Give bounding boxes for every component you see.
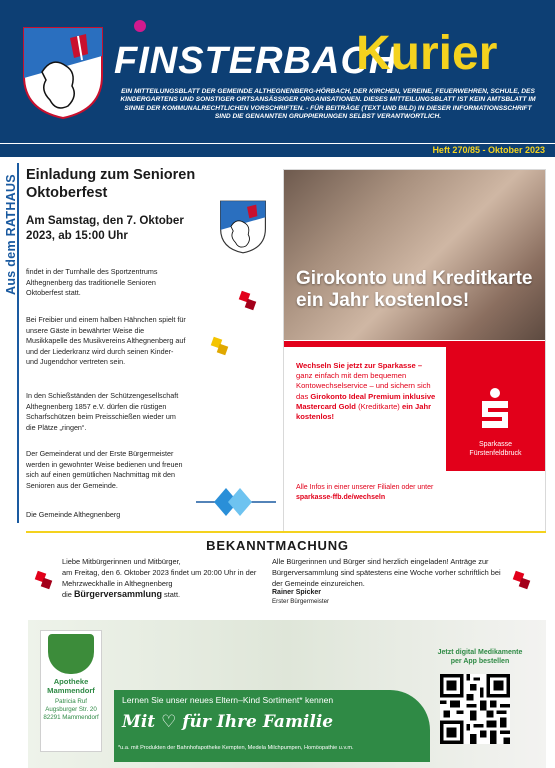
sparkasse-logo-icon (470, 384, 520, 434)
municipal-crest-icon (22, 26, 104, 120)
title-dot (134, 20, 146, 32)
ad-footer-link[interactable]: sparkasse-ffb.de/wechseln (296, 494, 386, 501)
pharmacy-kicker: Lernen Sie unser neues Eltern–Kind Sortiment* kennen (122, 695, 334, 705)
ad-footer-text: Alle Infos in einer unserer Filialen oder unter (296, 484, 434, 491)
pharmacy-name: Apotheke Mammendorf (47, 677, 95, 695)
pharmacy-slogan: Mit ♡ für Ihre Familie (122, 712, 334, 732)
notice-left (62, 556, 262, 600)
ad-body-text: ganz einfach mit dem bequemen Kontowechselservice – und sichern sich das (296, 371, 431, 401)
pharmacy-shield-icon (48, 634, 94, 674)
heart-icon: ♡ (161, 712, 177, 732)
masthead-title-part2: Kurier (356, 27, 498, 80)
ad-offer: ein Jahr kostenlos! (296, 401, 432, 422)
section-divider (26, 531, 546, 533)
section-label: Aus dem RATHAUS (4, 174, 18, 295)
article-date: Am Samstag, den 7. Oktober 2023, ab 15:00 Uhr (26, 214, 184, 242)
pharmacy-footnote: *u.a. mit Produkten der Bahnhofapotheke Kempten, Medela Milchpumpen, Homöopathie u.v.m. (118, 745, 354, 751)
pharmacy-digital-note: Jetzt digital Medikamente per App bestellen (437, 649, 523, 665)
issue-number: Heft 270/85 - Oktober 2023 (432, 145, 545, 155)
ad-product-note: (Kreditkarte) (358, 401, 400, 411)
notice-right: Alle Bürgerinnen und Bürger sind herzlich eingeladen! Anträge zur Bürgerversammlung sind spätestens eine Woche vorher schriftlich bei der Gemeinde einzureichen. (272, 557, 501, 588)
article-paragraph: Der Gemeinderat und der Erste Bürgermeister werden in gewohnter Weise bedienen und freuen sich auf einen gemütlichen Nachmittag mit den Senioren aus der Gemeinde. (26, 449, 183, 490)
masthead-description: EIN MITTEILUNGSBLATT DER GEMEINDE ALTHEGNENBERG-HÖRBACH, DER KIRCHEN, VEREINE, FEUERWEHREN, SCHULE, DES KINDERGARTENS UND SONSTIGER ORTSANSÄSSIGER ORGANISATIONEN. DIESES MITTEILUNGSBLATT IST KEIN AMTSBLATT IM SINNE DER KOMMUNALRECHTLICHEN VORSCHRIFTEN. - FÜR BEITRÄGE (TEXT UND BILD) IN DIESER INFORMATIONSSCHRIFT SIND DIE GENANNTEN GRUPPIERUNGEN SELBST VERANTWORTLICH. (120, 88, 536, 121)
article-paragraph: In den Schießständen der Schützengesellschaft Althegnenberg 1857 e.V. dürfen die rüstigen Scharfschützen beim Preisschießen wieder um die Plätze „ringen“. (26, 391, 179, 432)
ad-body (296, 361, 436, 422)
notice-when: am Freitag, den 6. Oktober 2023 findet um 20:00 Uhr in der Mehrzweckhalle in Althegnenberg (62, 568, 257, 588)
decor-square (41, 578, 53, 590)
bank-name-line2: Fürstenfeldbruck (469, 450, 522, 457)
notice-event: die Bürgerversammlung statt. (62, 589, 181, 599)
ad-product: Girokonto Ideal Premium inklusive Mastercard Gold (296, 391, 436, 411)
notice-title: BEKANNTMACHUNG (206, 538, 349, 553)
municipal-crest-small-icon (219, 200, 267, 254)
bank-name-line1: Sparkasse (478, 441, 513, 448)
decor-square (245, 299, 257, 311)
ad-headline: Girokonto und Kreditkarte ein Jahr kostenlos! (296, 268, 533, 311)
article-paragraph: findet in der Turnhalle des Sportzentrums Althegnenberg das traditionelle Senioren Oktoberfest statt. (26, 267, 158, 298)
decor-square (217, 344, 229, 356)
article-paragraph: Bei Freibier und einem halben Hähnchen spielt für unsere Gäste in bewährter Weise die Musikkapelle des Musikvereins Althegnenberg auf und der Liederkranz wird durch seinen Kinder- und Jugendchor vertreten sein. (26, 315, 186, 367)
notice-greeting: Liebe Mitbürgerinnen und Mitbürger, (62, 557, 181, 566)
qr-code-icon[interactable] (440, 674, 510, 744)
article-signature: Die Gemeinde Althegnenberg (26, 510, 121, 519)
ad-footer (296, 483, 456, 503)
notice-signer: Rainer Spicker (272, 589, 322, 596)
bank-name (446, 440, 545, 458)
pharmacy-address: Patricia Ruf Augsburger Str. 20 82291 Mammendorf (43, 698, 99, 721)
notice-event-name: Bürgerversammlung (73, 589, 162, 599)
article-title: Einladung zum Senioren Oktoberfest (26, 167, 196, 201)
notice-signer-title: Erster Bürgermeister (272, 598, 330, 605)
decor-diamonds-icon (196, 484, 276, 520)
ad-photo (284, 170, 545, 340)
ad-lead: Wechseln Sie jetzt zur Sparkasse – (296, 361, 423, 370)
masthead-title-part1: FINSTERBACH (114, 40, 398, 82)
decor-square (519, 578, 531, 590)
